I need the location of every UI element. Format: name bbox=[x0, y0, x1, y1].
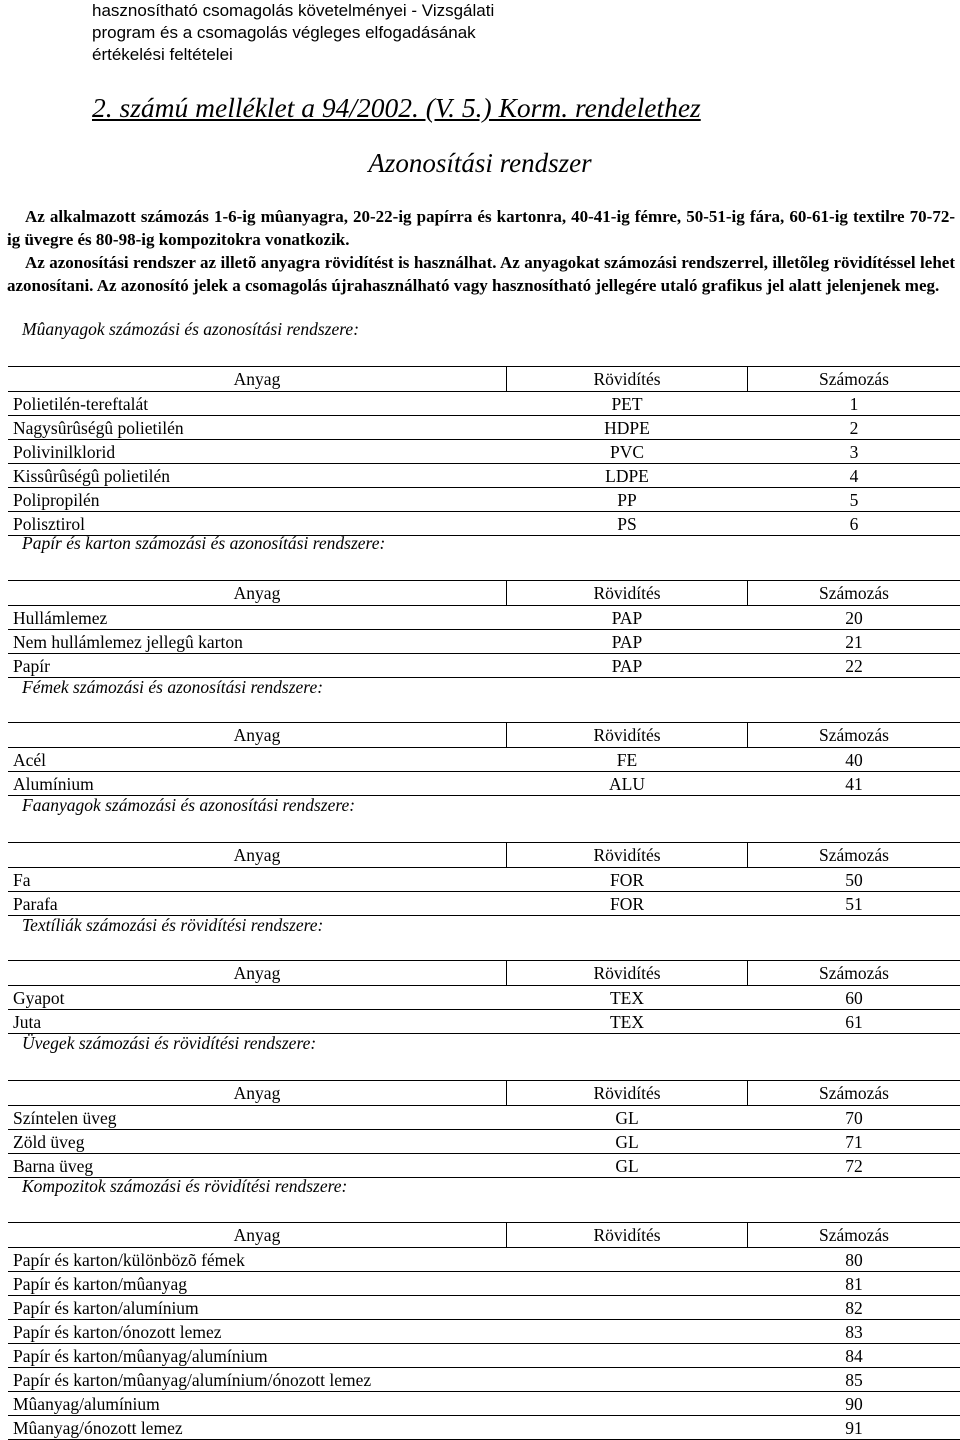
material-table bbox=[8, 1080, 960, 1178]
abbreviation-cell: PAP bbox=[611, 656, 643, 676]
number-cell: 6 bbox=[849, 514, 859, 534]
table-row bbox=[8, 1368, 960, 1392]
table-row bbox=[8, 1106, 960, 1130]
material-name-cell: Fa bbox=[13, 870, 31, 890]
material-name-cell: Papír és karton/mûanyag/alumínium/ónozott lemez bbox=[13, 1370, 372, 1390]
number-cell: 40 bbox=[845, 750, 863, 770]
column-header-anyag: Anyag bbox=[233, 583, 281, 603]
section-title: Mûanyagok számozási és azonosítási rendszere: bbox=[22, 319, 360, 339]
section-title: Textíliák számozási és rövidítési rendszere: bbox=[22, 915, 324, 935]
page-title: Azonosítási rendszer bbox=[368, 148, 592, 178]
abbreviation-cell: ALU bbox=[609, 774, 645, 794]
material-table bbox=[8, 842, 960, 916]
material-name-cell: Papír és karton/mûanyag bbox=[13, 1274, 187, 1294]
column-header-szamozas: Számozás bbox=[819, 963, 889, 983]
number-cell: 3 bbox=[849, 442, 859, 462]
column-divider bbox=[506, 1080, 507, 1106]
number-cell: 70 bbox=[845, 1108, 863, 1128]
number-cell: 2 bbox=[849, 418, 859, 438]
number-cell: 81 bbox=[845, 1274, 863, 1294]
column-header-rovidites: Rövidítés bbox=[593, 725, 661, 745]
number-cell: 85 bbox=[845, 1370, 863, 1390]
table-header-row bbox=[8, 366, 960, 392]
running-header bbox=[92, 0, 532, 66]
material-name-cell: Polisztirol bbox=[13, 514, 85, 534]
abbreviation-cell: PAP bbox=[611, 608, 643, 628]
section-title: Papír és karton számozási és azonosítási rendszere: bbox=[22, 533, 386, 553]
intro-paragraph-1: Az alkalmazott számozás 1-6-ig mûanyagra, 20-22-ig papírra és kartonra, 40-41-ig fémre, 50-51-ig fára, 60-61-ig textilre 70-72-ig üvegre és 80-98-ig kompozitokra vonatkozik. bbox=[7, 207, 955, 249]
material-name-cell: Papír bbox=[13, 656, 50, 676]
number-cell: 50 bbox=[845, 870, 863, 890]
column-header-rovidites: Rövidítés bbox=[593, 583, 661, 603]
table-row bbox=[8, 606, 960, 630]
number-cell: 83 bbox=[845, 1322, 863, 1342]
number-cell: 20 bbox=[845, 608, 863, 628]
column-header-anyag: Anyag bbox=[233, 725, 281, 745]
material-table bbox=[8, 580, 960, 678]
abbreviation-cell: TEX bbox=[609, 1012, 645, 1032]
header-line: értékelési feltételei bbox=[92, 45, 233, 64]
column-divider bbox=[747, 1080, 748, 1106]
section-title: Fémek számozási és azonosítási rendszere: bbox=[22, 677, 324, 697]
table-row bbox=[8, 772, 960, 796]
table-header-row bbox=[8, 842, 960, 868]
number-cell: 61 bbox=[845, 1012, 863, 1032]
number-cell: 1 bbox=[849, 394, 859, 414]
column-divider bbox=[747, 366, 748, 392]
table-row bbox=[8, 1248, 960, 1272]
column-divider bbox=[506, 842, 507, 868]
material-name-cell: Nem hullámlemez jellegû karton bbox=[13, 632, 243, 652]
column-header-rovidites: Rövidítés bbox=[593, 963, 661, 983]
header-line: hasznosítható csomagolás követelményei - Vizsgálati bbox=[92, 1, 495, 20]
material-name-cell: Polivinilklorid bbox=[13, 442, 116, 462]
column-divider bbox=[506, 366, 507, 392]
material-name-cell: Gyapot bbox=[13, 988, 65, 1008]
table-header-row bbox=[8, 1080, 960, 1106]
abbreviation-cell: PAP bbox=[611, 632, 643, 652]
column-header-rovidites: Rövidítés bbox=[593, 845, 661, 865]
header-line: program és a csomagolás végleges elfogadásának bbox=[92, 23, 476, 42]
material-name-cell: Színtelen üveg bbox=[13, 1108, 117, 1128]
number-cell: 90 bbox=[845, 1394, 863, 1414]
annex-title: 2. számú melléklet a 94/2002. (V. 5.) Korm. rendelethez bbox=[92, 92, 701, 123]
table-row bbox=[8, 1296, 960, 1320]
intro-text bbox=[7, 205, 955, 297]
table-header-row bbox=[8, 1222, 960, 1248]
column-divider bbox=[747, 580, 748, 606]
table-header-row bbox=[8, 722, 960, 748]
column-header-anyag: Anyag bbox=[233, 963, 281, 983]
table-row bbox=[8, 1392, 960, 1416]
table-row bbox=[8, 892, 960, 916]
column-divider bbox=[506, 960, 507, 986]
abbreviation-cell: GL bbox=[615, 1132, 639, 1152]
material-name-cell: Kissûrûségû polietilén bbox=[13, 466, 170, 486]
abbreviation-cell: FE bbox=[616, 750, 638, 770]
column-header-szamozas: Számozás bbox=[819, 1225, 889, 1245]
number-cell: 22 bbox=[845, 656, 863, 676]
table-row bbox=[8, 1010, 960, 1034]
table-row bbox=[8, 1130, 960, 1154]
table-row bbox=[8, 440, 960, 464]
number-cell: 91 bbox=[845, 1418, 863, 1438]
column-divider bbox=[747, 722, 748, 748]
number-cell: 4 bbox=[849, 466, 859, 486]
material-name-cell: Mûanyag/alumínium bbox=[13, 1394, 160, 1414]
column-divider bbox=[747, 1222, 748, 1248]
column-header-szamozas: Számozás bbox=[819, 1083, 889, 1103]
column-header-anyag: Anyag bbox=[233, 1083, 281, 1103]
number-cell: 84 bbox=[845, 1346, 863, 1366]
abbreviation-cell: PP bbox=[617, 490, 637, 510]
table-row bbox=[8, 1344, 960, 1368]
material-name-cell: Alumínium bbox=[13, 774, 94, 794]
table-row bbox=[8, 986, 960, 1010]
material-name-cell: Juta bbox=[13, 1012, 42, 1032]
table-row bbox=[8, 416, 960, 440]
material-name-cell: Papír és karton/alumínium bbox=[13, 1298, 199, 1318]
table-row bbox=[8, 868, 960, 892]
material-name-cell: Mûanyag/ónozott lemez bbox=[13, 1418, 183, 1438]
column-header-szamozas: Számozás bbox=[819, 725, 889, 745]
table-row bbox=[8, 488, 960, 512]
abbreviation-cell: LDPE bbox=[605, 466, 649, 486]
number-cell: 60 bbox=[845, 988, 863, 1008]
number-cell: 41 bbox=[845, 774, 863, 794]
number-cell: 51 bbox=[845, 894, 863, 914]
section-title: Faanyagok számozási és azonosítási rendszere: bbox=[22, 795, 356, 815]
number-cell: 82 bbox=[845, 1298, 863, 1318]
number-cell: 71 bbox=[845, 1132, 863, 1152]
abbreviation-cell: GL bbox=[615, 1108, 639, 1128]
table-row bbox=[8, 392, 960, 416]
abbreviation-cell: TEX bbox=[609, 988, 645, 1008]
column-header-szamozas: Számozás bbox=[819, 845, 889, 865]
column-header-rovidites: Rövidítés bbox=[593, 369, 661, 389]
number-cell: 72 bbox=[845, 1156, 863, 1176]
column-header-anyag: Anyag bbox=[233, 1225, 281, 1245]
material-table bbox=[8, 960, 960, 1034]
material-name-cell: Papír és karton/ónozott lemez bbox=[13, 1322, 222, 1342]
material-name-cell: Papír és karton/mûanyag/alumínium bbox=[13, 1346, 268, 1366]
abbreviation-cell: PS bbox=[617, 514, 637, 534]
material-name-cell: Hullámlemez bbox=[13, 608, 108, 628]
number-cell: 5 bbox=[849, 490, 859, 510]
material-name-cell: Acél bbox=[13, 750, 47, 770]
table-row bbox=[8, 654, 960, 678]
column-header-anyag: Anyag bbox=[233, 845, 281, 865]
column-header-szamozas: Számozás bbox=[819, 369, 889, 389]
table-row bbox=[8, 464, 960, 488]
column-divider bbox=[506, 1222, 507, 1248]
column-header-rovidites: Rövidítés bbox=[593, 1083, 661, 1103]
abbreviation-cell: FOR bbox=[609, 894, 645, 914]
material-name-cell: Zöld üveg bbox=[13, 1132, 85, 1152]
material-name-cell: Polietilén-tereftalát bbox=[13, 394, 149, 414]
table-row bbox=[8, 748, 960, 772]
column-divider bbox=[747, 842, 748, 868]
material-name-cell: Papír és karton/különbözõ fémek bbox=[13, 1250, 245, 1270]
material-table bbox=[8, 366, 960, 536]
material-name-cell: Nagysûrûségû polietilén bbox=[13, 418, 184, 438]
table-row bbox=[8, 630, 960, 654]
column-header-anyag: Anyag bbox=[233, 369, 281, 389]
column-divider bbox=[506, 580, 507, 606]
table-row bbox=[8, 1320, 960, 1344]
section-title: Kompozitok számozási és rövidítési rendszere: bbox=[22, 1176, 348, 1196]
column-divider bbox=[747, 960, 748, 986]
column-header-szamozas: Számozás bbox=[819, 583, 889, 603]
column-header-rovidites: Rövidítés bbox=[593, 1225, 661, 1245]
abbreviation-cell: GL bbox=[615, 1156, 639, 1176]
section-title: Üvegek számozási és rövidítési rendszere: bbox=[22, 1033, 317, 1053]
abbreviation-cell: HDPE bbox=[604, 418, 650, 438]
column-divider bbox=[506, 722, 507, 748]
material-name-cell: Barna üveg bbox=[13, 1156, 94, 1176]
material-name-cell: Parafa bbox=[13, 894, 58, 914]
table-header-row bbox=[8, 960, 960, 986]
abbreviation-cell: PVC bbox=[609, 442, 645, 462]
number-cell: 80 bbox=[845, 1250, 863, 1270]
intro-paragraph-2: Az azonosítási rendszer az illetõ anyagra rövidítést is használhat. Az anyagokat számozási rendszerrel, illetõleg rövidítéssel lehet azonosítani. Az azonosító jelek a csomagolás újrahasználható vagy hasznosítható jellegére utaló grafikus jel alatt jelenjenek meg. bbox=[7, 253, 955, 295]
abbreviation-cell: FOR bbox=[609, 870, 645, 890]
table-row bbox=[8, 1416, 960, 1440]
material-table bbox=[8, 722, 960, 796]
table-header-row bbox=[8, 580, 960, 606]
table-row bbox=[8, 1272, 960, 1296]
material-table bbox=[8, 1222, 960, 1440]
material-name-cell: Polipropilén bbox=[13, 490, 100, 510]
number-cell: 21 bbox=[845, 632, 863, 652]
abbreviation-cell: PET bbox=[611, 394, 643, 414]
